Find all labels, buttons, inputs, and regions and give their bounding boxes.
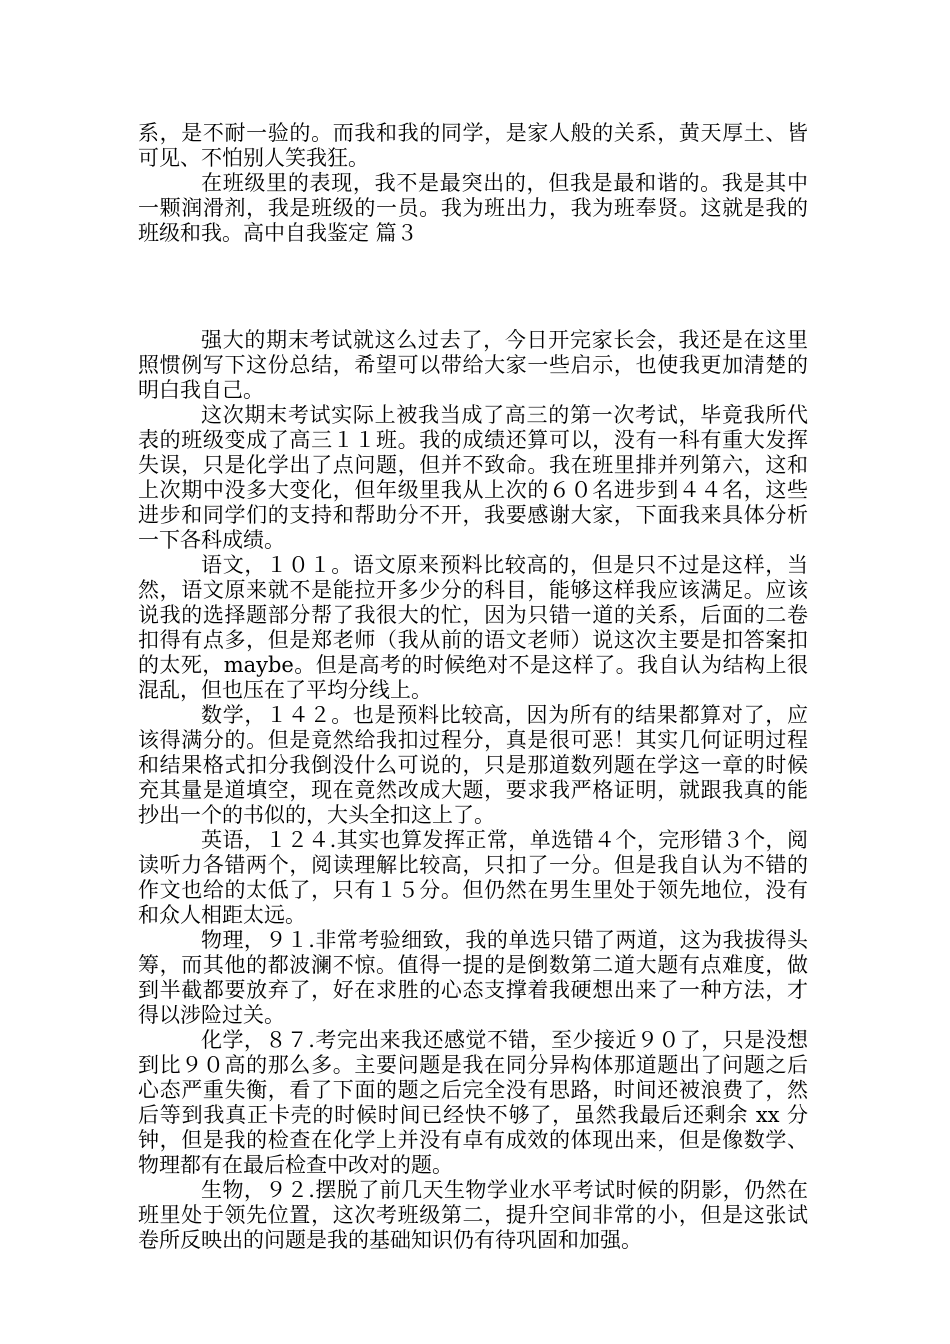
paragraph-english: 英语，１２４.其实也算发挥正常，单选错４个，完形错３个，阅读听力各错两个，阅读理解比较高，只扣了一分。但是我自认为不错的作文也给的太低了，只有１５分。但仍然在男生里处于领先地位，没有和众人相距太远。 bbox=[138, 828, 808, 927]
paragraph-physics: 物理，９１.非常考验细致，我的单选只错了两道，这为我拔得头筹，而其他的都波澜不惊。值得一提的是倒数第二道大题有点难度，做到半截都要放弃了，好在求胜的心态支撑着我硬想出来了一种方法，才得以涉险过关。 bbox=[138, 928, 808, 1027]
paragraph-chinese: 语文，１０１。语文原来预料比较高的，但是只不过是这样，当然，语文原来就不是能拉开多少分的科目，能够这样我应该满足。应该说我的选择题部分帮了我很大的忙，因为只错一道的关系，后面的二卷扣得有点多，但是郑老师（我从前的语文老师）说这次主要是扣答案扣的太死，maybe。但是高考的时候绝对不是这样了。我自认为结构上很混乱，但也压在了平均分线上。 bbox=[138, 553, 808, 702]
paragraph-class-performance: 在班级里的表现，我不是最突出的，但我是最和谐的。我是其中一颗润滑剂，我是班级的一员。我为班出力，我为班奉贤。这就是我的班级和我。高中自我鉴定 篇３ bbox=[138, 171, 808, 245]
paragraph-chemistry: 化学，８７.考完出来我还感觉不错，至少接近９０了，只是没想到比９０高的那么多。主要问题是我在同分异构体那道题出了问题之后心态严重失衡，看了下面的题之后完全没有思路，时间还被浪费了，然后等到我真正卡壳的时候时间已经快不够了，虽然我最后还剩余 xx 分钟，但是我的检查在化学上并没有卓有成效的体现出来，但是像数学、物理都有在最后检查中改对的题。 bbox=[138, 1028, 808, 1177]
paragraph-overview: 这次期末考试实际上被我当成了高三的第一次考试，毕竟我所代表的班级变成了高三１１班。我的成绩还算可以，没有一科有重大发挥失误，只是化学出了点问题，但并不致命。我在班里排并列第六，这和上次期中没多大变化，但年级里我从上次的６０名进步到４４名，这些进步和同学们的支持和帮助分不开，我要感谢大家，下面我来具体分析一下各科成绩。 bbox=[138, 403, 808, 552]
document-page bbox=[138, 121, 808, 1253]
paragraph-math: 数学，１４２。也是预料比较高，因为所有的结果都算对了，应该得满分的。但是竟然给我扣过程分，真是很可恶！其实几何证明过程和结果格式扣分我倒没什么可说的，只是那道数列题在学这一章的时候充其量是道填空，现在竟然改成大题，要求我严格证明，就跟我真的能抄出一个的书似的，大头全扣这上了。 bbox=[138, 703, 808, 827]
paragraph-continued: 系，是不耐一验的。而我和我的同学，是家人般的关系，黄天厚土、皆可见、不怕别人笑我狂。 bbox=[138, 121, 808, 170]
paragraph-biology: 生物，９２.摆脱了前几天生物学业水平考试时候的阴影，仍然在班里处于领先位置，这次考班级第二，提升空间非常的小，但是这张试卷所反映出的问题是我的基础知识仍有待巩固和加强。 bbox=[138, 1178, 808, 1252]
paragraph-intro: 强大的期末考试就这么过去了，今日开完家长会，我还是在这里照惯例写下这份总结，希望可以带给大家一些启示，也使我更加清楚的明白我自己。 bbox=[138, 328, 808, 402]
section-gap bbox=[138, 246, 808, 328]
